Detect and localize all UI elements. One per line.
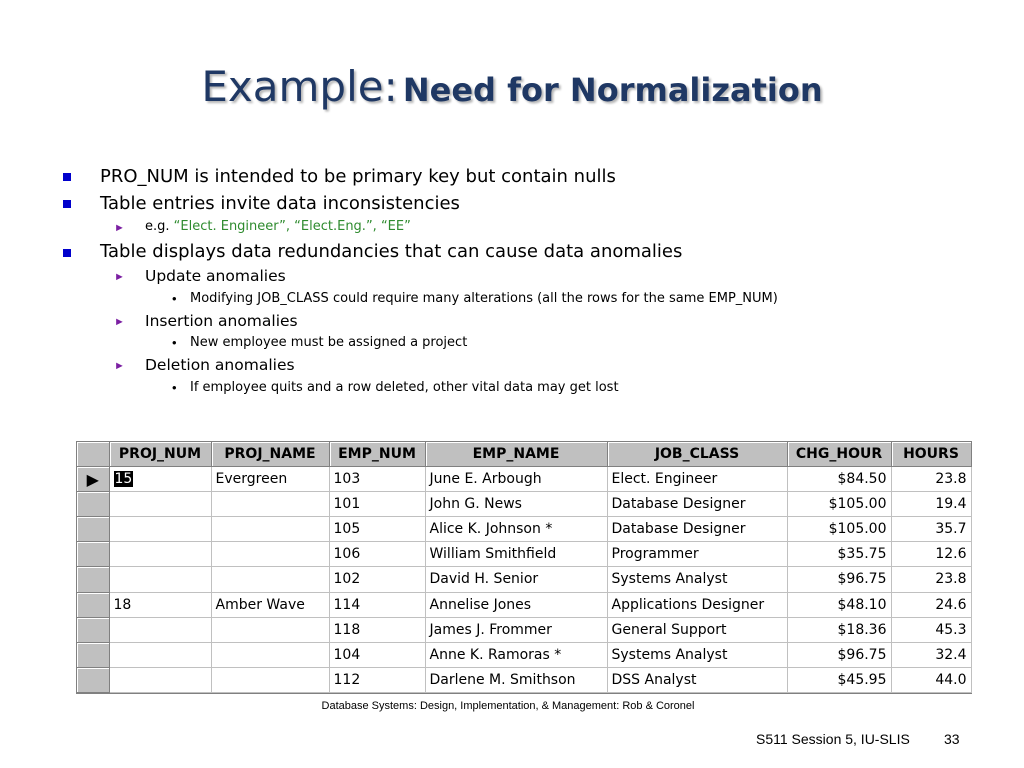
table-row — [77, 542, 971, 567]
triangle-bullet-icon: ► — [114, 222, 125, 234]
cell-proj-num — [109, 467, 211, 492]
cell-emp-num: 103 — [329, 467, 425, 492]
cell-job-class: Database Designer — [607, 517, 787, 542]
table-row — [77, 492, 971, 517]
cell-emp-name: Darlene M. Smithson — [425, 667, 607, 692]
cell-chg-hour: $84.50 — [787, 467, 891, 492]
cell-proj-name — [211, 667, 329, 692]
triangle-bullet-icon: ► — [114, 271, 125, 283]
example-prefix: e.g. — [145, 219, 170, 234]
cell-emp-name: Alice K. Johnson * — [425, 517, 607, 542]
cell-proj-name — [211, 567, 329, 592]
employee-project-table — [76, 441, 972, 694]
detail-deletion: If employee quits and a row deleted, other vital data may get lost — [190, 380, 619, 395]
cell-emp-num: 104 — [329, 642, 425, 667]
cell-proj-name — [211, 542, 329, 567]
row-selector — [77, 542, 109, 567]
cell-proj-num — [109, 617, 211, 642]
cell-job-class: Programmer — [607, 542, 787, 567]
footer-session: S511 Session 5, IU-SLIS — [756, 731, 910, 747]
triangle-bullet-icon: ► — [114, 360, 125, 372]
cell-chg-hour: $105.00 — [787, 492, 891, 517]
cell-hours: 19.4 — [891, 492, 971, 517]
row-selector — [77, 567, 109, 592]
cell-hours: 32.4 — [891, 642, 971, 667]
cell-emp-num: 102 — [329, 567, 425, 592]
cell-emp-name: June E. Arbough — [425, 467, 607, 492]
cell-job-class: Systems Analyst — [607, 567, 787, 592]
source-citation: Database Systems: Design, Implementation, & Management: Rob & Coronel — [321, 700, 695, 712]
title-lead: Example: — [201, 62, 398, 111]
cell-chg-hour: $45.95 — [787, 667, 891, 692]
cell-proj-name: Amber Wave — [211, 592, 329, 617]
cell-proj-name — [211, 642, 329, 667]
detail-update: Modifying JOB_CLASS could require many alterations (all the rows for the same EMP_NUM) — [190, 291, 778, 306]
row-selector — [77, 667, 109, 692]
cell-proj-name: Evergreen — [211, 467, 329, 492]
cell-emp-num: 114 — [329, 592, 425, 617]
cell-chg-hour: $105.00 — [787, 517, 891, 542]
header-emp-name: EMP_NAME — [425, 442, 607, 467]
cell-hours: 23.8 — [891, 567, 971, 592]
header-proj-num: PROJ_NUM — [109, 442, 211, 467]
cell-emp-name: Anne K. Ramoras * — [425, 642, 607, 667]
row-selector — [77, 642, 109, 667]
table-row — [77, 642, 971, 667]
dot-bullet-icon: • — [172, 291, 177, 306]
row-selector-header — [77, 442, 109, 467]
row-selector — [77, 467, 109, 492]
sub-bullet-example — [145, 219, 411, 234]
square-bullet-icon — [63, 200, 71, 208]
header-proj-name: PROJ_NAME — [211, 442, 329, 467]
cell-job-class: DSS Analyst — [607, 667, 787, 692]
cell-proj-name — [211, 517, 329, 542]
cell-proj-num — [109, 642, 211, 667]
cell-job-class: Elect. Engineer — [607, 467, 787, 492]
cell-emp-name: William Smithfield — [425, 542, 607, 567]
cell-job-class: Systems Analyst — [607, 642, 787, 667]
cell-emp-num: 101 — [329, 492, 425, 517]
cell-proj-num — [109, 567, 211, 592]
cell-hours: 23.8 — [891, 467, 971, 492]
row-selector — [77, 492, 109, 517]
table-row — [77, 517, 971, 542]
cell-job-class: Applications Designer — [607, 592, 787, 617]
table-header-row — [77, 442, 971, 467]
cell-proj-num — [109, 542, 211, 567]
example-values: “Elect. Engineer”, “Elect.Eng.”, “EE” — [173, 219, 411, 234]
cell-hours: 45.3 — [891, 617, 971, 642]
square-bullet-icon — [63, 173, 71, 181]
cell-hours: 35.7 — [891, 517, 971, 542]
triangle-bullet-icon: ► — [114, 316, 125, 328]
cell-emp-name: Annelise Jones — [425, 592, 607, 617]
cell-hours: 44.0 — [891, 667, 971, 692]
cell-hours: 12.6 — [891, 542, 971, 567]
cell-emp-num: 105 — [329, 517, 425, 542]
cell-chg-hour: $35.75 — [787, 542, 891, 567]
header-hours: HOURS — [891, 442, 971, 467]
cell-proj-name — [211, 617, 329, 642]
cell-chg-hour: $18.36 — [787, 617, 891, 642]
cell-proj-num — [109, 517, 211, 542]
cell-job-class: Database Designer — [607, 492, 787, 517]
slide-title — [0, 62, 1024, 111]
table-row — [77, 567, 971, 592]
cell-chg-hour: $48.10 — [787, 592, 891, 617]
edit-cursor-cell: 15 — [114, 471, 133, 488]
table-row — [77, 467, 971, 492]
cell-emp-name: James J. Frommer — [425, 617, 607, 642]
cell-proj-name — [211, 492, 329, 517]
cell-chg-hour: $96.75 — [787, 642, 891, 667]
cell-proj-num — [109, 667, 211, 692]
cell-proj-num — [109, 492, 211, 517]
row-selector — [77, 517, 109, 542]
table-row — [77, 592, 971, 617]
row-selector — [77, 592, 109, 617]
cell-emp-num: 118 — [329, 617, 425, 642]
bullet-inconsistencies: Table entries invite data inconsistencies — [100, 193, 460, 214]
bullet-primary-key: PRO_NUM is intended to be primary key but contain nulls — [100, 166, 616, 187]
cell-emp-num: 112 — [329, 667, 425, 692]
sub-bullet-deletion: Deletion anomalies — [145, 356, 295, 374]
square-bullet-icon — [63, 249, 71, 257]
row-selector — [77, 617, 109, 642]
current-row-arrow-icon: ▶ — [86, 469, 99, 489]
detail-insertion: New employee must be assigned a project — [190, 335, 468, 350]
cell-emp-name: John G. News — [425, 492, 607, 517]
cell-hours: 24.6 — [891, 592, 971, 617]
cell-emp-num: 106 — [329, 542, 425, 567]
table-row — [77, 617, 971, 642]
bullet-redundancies: Table displays data redundancies that can cause data anomalies — [100, 241, 683, 262]
header-chg-hour: CHG_HOUR — [787, 442, 891, 467]
dot-bullet-icon: • — [172, 380, 177, 395]
table-row — [77, 667, 971, 692]
dot-bullet-icon: • — [172, 335, 177, 350]
header-job-class: JOB_CLASS — [607, 442, 787, 467]
cell-proj-num: 18 — [109, 592, 211, 617]
title-main: Need for Normalization — [402, 71, 823, 109]
cell-chg-hour: $96.75 — [787, 567, 891, 592]
slide-number: 33 — [944, 731, 960, 747]
sub-bullet-insertion: Insertion anomalies — [145, 312, 298, 330]
sub-bullet-update: Update anomalies — [145, 267, 286, 285]
cell-job-class: General Support — [607, 617, 787, 642]
header-emp-num: EMP_NUM — [329, 442, 425, 467]
cell-emp-name: David H. Senior — [425, 567, 607, 592]
